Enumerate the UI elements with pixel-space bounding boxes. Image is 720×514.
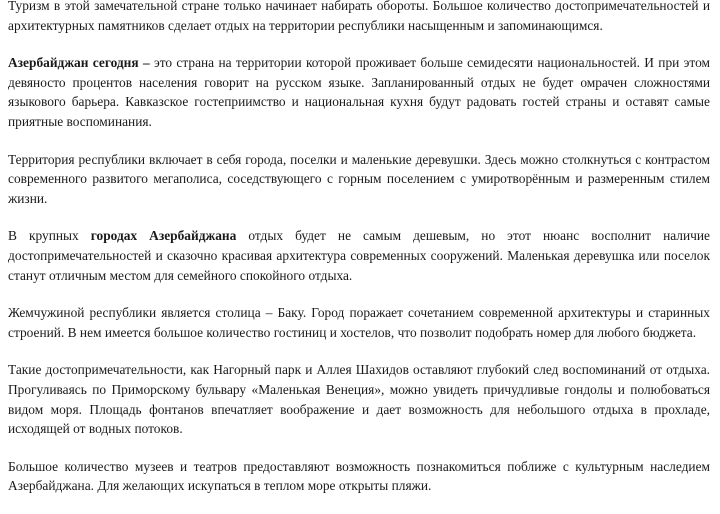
paragraph-1-text: Туризм в этой замечательной стране только начинает набирать обороты. Большое количество достопримечательностей и архитектурных памятников сделает отдых на территории республики насыщенным и запоминающимся. <box>8 0 710 33</box>
paragraph-6 <box>8 360 710 438</box>
paragraph-2-text: это страна на территории которой проживает больше семидесяти национальностей. И при этом девяносто процентов населения говорит на русском языке. Запланированный отдых не будет омрачен сложностями языкового барьера. Кавказское гостеприимство и национальная кухня будут радовать гостей страны и оставят самые приятные воспоминания. <box>8 55 710 129</box>
paragraph-7-text: Большое количество музеев и театров предоставляют возможность познакомиться поближе с культурным наследием Азербайджана. Для желающих искупаться в теплом море открыты пляжи. <box>8 458 710 494</box>
document-body <box>8 0 710 514</box>
paragraph-4-pre: В крупных <box>8 228 91 244</box>
paragraph-2 <box>8 53 710 131</box>
paragraph-4 <box>8 226 710 285</box>
paragraph-6-text: Такие достопримечательности, как Нагорный парк и Аллея Шахидов оставляют глубокий след воспоминаний от отдыха. Прогуливаясь по Приморскому бульвару «Маленькая Венеция», можно увидеть причудливые гондолы и полюбоваться видом моря. Площадь фонтанов впечатляет воображение и дает возможность для небольшого отдыха в прохладе, исходящей от водных потоков. <box>8 362 710 437</box>
paragraph-4-text: отдых будет не самым дешевым, но этот нюанс восполнит наличие достопримечательностей и сказочно красивая архитектура современных сооружений. Маленькая деревушка или поселок станут отличным местом для семейного спокойного отдыха. <box>8 228 710 283</box>
paragraph-4-bold: городах Азербайджана <box>90 228 237 244</box>
paragraph-5 <box>8 303 710 342</box>
paragraph-2-bold: Азербайджан сегодня – <box>8 55 150 71</box>
paragraph-3-text: Территория республики включает в себя города, поселки и маленькие деревушки. Здесь можно столкнуться с контрастом современного развитого мегаполиса, соседствующего с горным поселением с умиротворённым и размеренным стилем жизни. <box>8 151 710 206</box>
paragraph-5-text: Жемчужиной республики является столица – Баку. Город поражает сочетанием современной архитектуры и старинных строений. В нем имеется большое количество гостиниц и хостелов, что позволит подобрать номер для любого бюджета. <box>8 305 710 340</box>
paragraph-3 <box>8 150 710 209</box>
paragraph-1 <box>8 0 710 35</box>
paragraph-7 <box>8 457 710 496</box>
